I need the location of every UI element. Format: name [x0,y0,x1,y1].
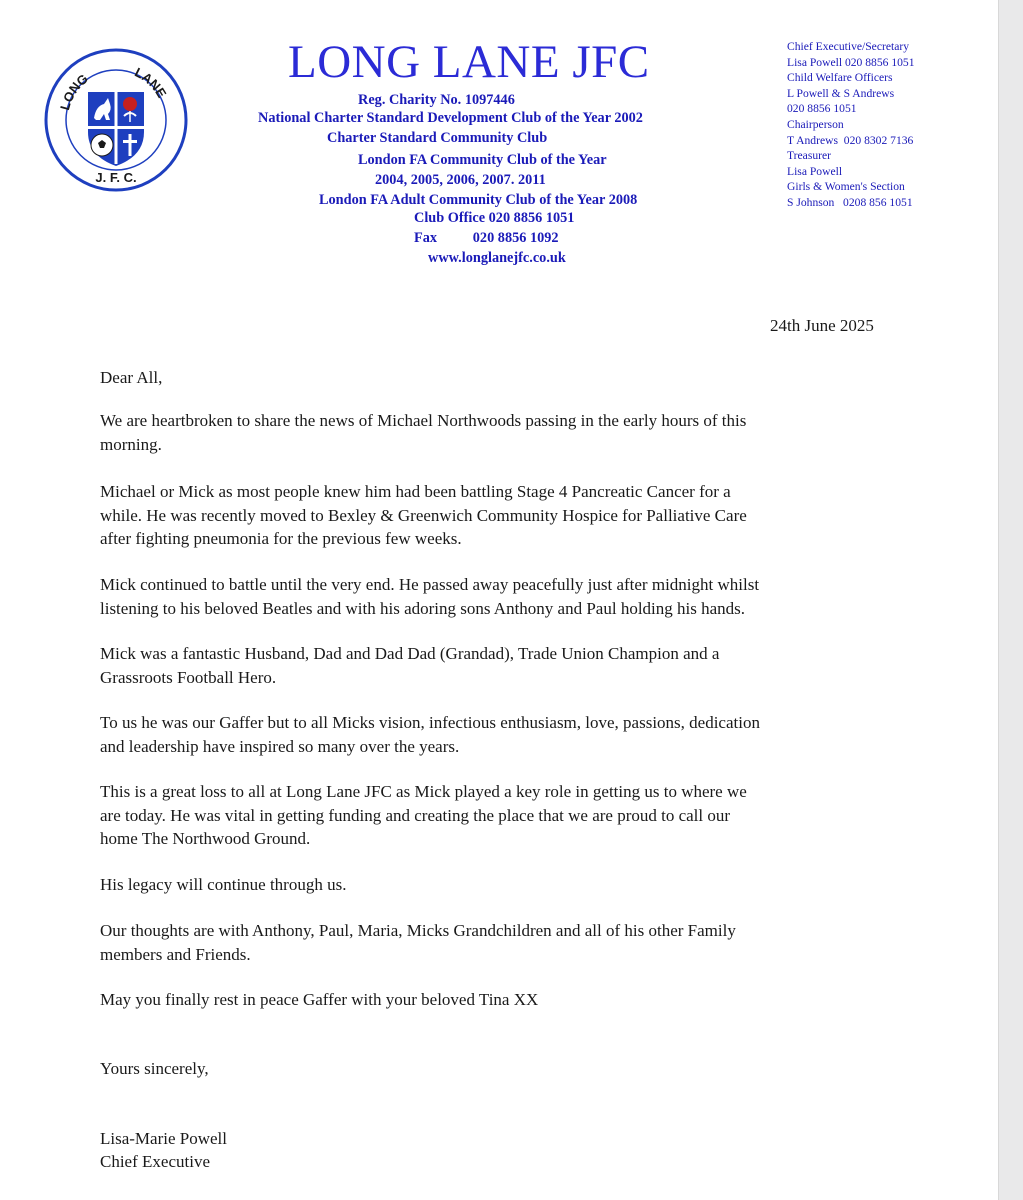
paragraph-line: after fighting pneumonia for the previous few weeks. [100,529,462,548]
paragraph-line: Our thoughts are with Anthony, Paul, Maria, Micks Grandchildren and all of his other Family [100,921,736,940]
paragraph-line: members and Friends. [100,944,251,964]
contact-line: T Andrews 020 8302 7136 [787,133,914,147]
contact-line: Lisa Powell 020 8856 1051 [787,55,915,69]
paragraph [100,988,890,1012]
paragraph-line: home The Northwood Ground. [100,829,311,848]
paragraph [100,780,890,851]
paragraph-line: Michael or Mick as most people knew him had been battling Stage 4 Pancreatic Cancer for a [100,482,731,501]
paragraph-line: while. He was recently moved to Bexley & Greenwich Community Hospice for Palliative Care [100,505,747,525]
paragraph-line: May you finally rest in peace Gaffer with your beloved Tina XX [100,990,539,1009]
club-office-phone: Club Office 020 8856 1051 [414,210,575,226]
contact-line: S Johnson 0208 856 1051 [787,195,913,209]
paragraph-line: Mick was a fantastic Husband, Dad and Dad Dad (Grandad), Trade Union Champion and a [100,644,720,663]
paragraph [100,711,890,758]
signatory-title: Chief Executive [100,1152,210,1171]
paragraph [100,642,890,689]
charity-number: Reg. Charity No. 1097446 [358,92,515,108]
fax-number: Fax 020 8856 1092 [414,230,559,246]
award-line: National Charter Standard Development Club of the Year 2002 [258,110,643,126]
closing: Yours sincerely, [100,1059,209,1078]
paragraph-line: listening to his beloved Beatles and with his adoring sons Anthony and Paul holding his hands. [100,598,746,618]
contact-line: Treasurer [787,149,832,163]
paragraph-line: To us he was our Gaffer but to all Micks vision, infectious enthusiasm, love, passions, dedication [100,713,760,732]
paragraph [100,409,890,456]
paragraph-line: are today. He was vital in getting funding and creating the place that we are proud to call our [100,805,731,825]
contact-line: Girls & Women's Section [787,180,905,194]
award-years: 2004, 2005, 2006, 2007. 2011 [375,172,546,188]
contact-line: Lisa Powell [787,164,843,178]
website-link[interactable]: www.longlanejfc.co.uk [428,250,566,266]
paragraph-line: morning. [100,434,162,454]
contacts-list [787,39,992,211]
paragraph [100,573,890,620]
contact-line: Child Welfare Officers [787,71,893,85]
logo-text-bottom: J. F. C. [95,170,137,185]
award-line: London FA Community Club of the Year [358,152,607,168]
paragraph-line: This is a great loss to all at Long Lane JFC as Mick played a key role in getting us to where we [100,782,747,801]
paragraph-line: and leadership have inspired so many over the years. [100,736,460,756]
club-name-heading: LONG LANE JFC [288,36,650,88]
contact-line: Chief Executive/Secretary [787,40,910,53]
logo-text-top-right: LANE [132,64,170,101]
page-edge [998,0,1023,1200]
signatory-name: Lisa-Marie Powell [100,1129,227,1148]
paragraph [100,919,890,966]
paragraph-line: His legacy will continue through us. [100,875,347,894]
award-line: Charter Standard Community Club [327,130,548,146]
club-crest-logo [44,48,188,192]
contact-line: L Powell & S Andrews [787,86,895,100]
contact-line: Chairperson [787,117,844,131]
logo-text-top-left: LONG [57,70,91,112]
paragraph-line: We are heartbroken to share the news of Michael Northwoods passing in the early hours of this [100,411,747,430]
letter-date: 24th June 2025 [770,316,874,335]
award-line: London FA Adult Community Club of the Year 2008 [319,192,638,208]
paragraph-line: Mick continued to battle until the very end. He passed away peacefully just after midnight whilst [100,575,760,594]
paragraph-line: Grassroots Football Hero. [100,667,277,687]
paragraph [100,480,890,551]
football-icon [91,134,113,156]
salutation: Dear All, [100,368,163,387]
contact-line: 020 8856 1051 [787,102,857,116]
paragraph [100,873,890,897]
